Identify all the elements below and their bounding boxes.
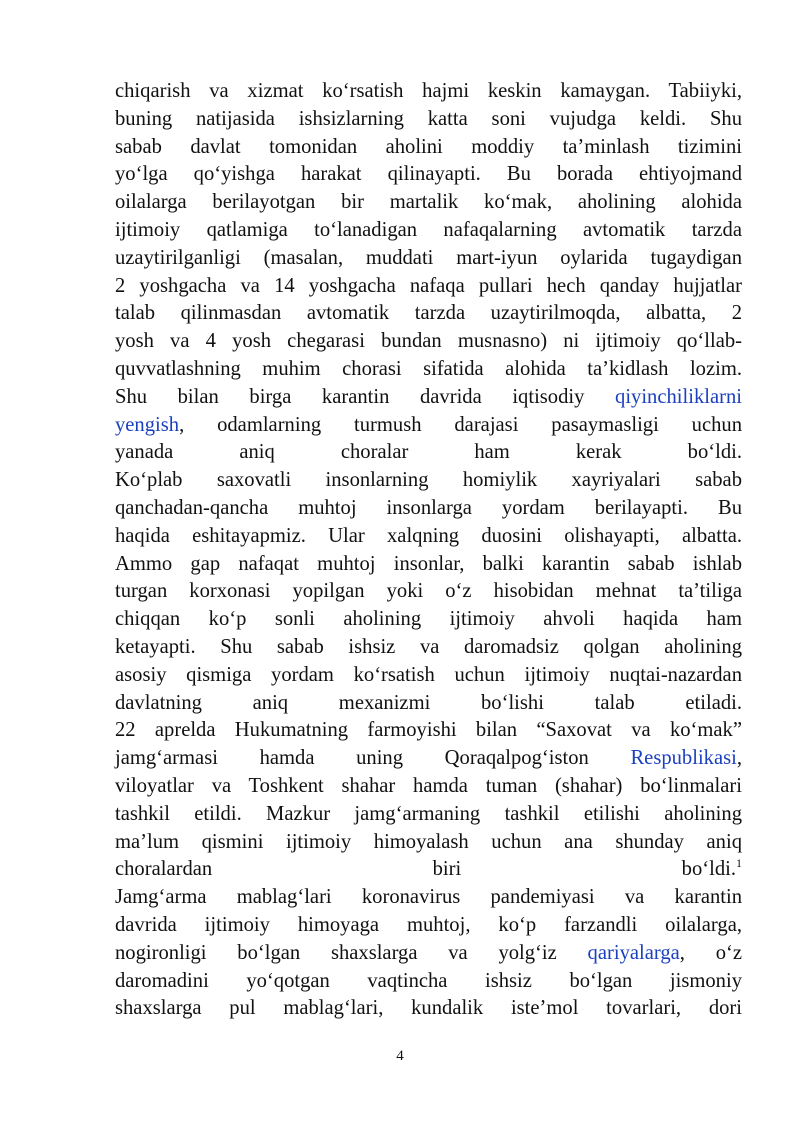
text-line bbox=[115, 940, 742, 968]
text-line: buning natijasida ishsizlarning katta soni vujudga keldi. Shu bbox=[115, 107, 742, 130]
text-line: davlatning aniq mexanizmi bo‘lishi talab etiladi. bbox=[115, 691, 742, 714]
document-body bbox=[115, 78, 742, 1023]
text-line: viloyatlar va Toshkent shahar hamda tuman (shahar) bo‘linmalari bbox=[115, 774, 742, 797]
text-segment: , o‘z bbox=[679, 941, 742, 964]
text-segment: nogironligi bo‘lgan shaxslarga va yolg‘iz bbox=[115, 941, 588, 964]
text-line: qanchadan-qancha muhtoj insonlarga yordam berilayapti. Bu bbox=[115, 496, 742, 519]
text-line: Jamg‘arma mablag‘lari koronavirus pandemiyasi va karantin bbox=[115, 886, 742, 909]
text-line: ketayapti. Shu sabab ishsiz va daromadsiz qolgan aholining bbox=[115, 635, 742, 658]
text-line: daromadini yo‘qotgan vaqtincha ishsiz bo‘lgan jismoniy bbox=[115, 969, 742, 992]
text-segment: Shu bilan birga karantin davrida iqtisodiy bbox=[115, 385, 616, 408]
text-line: haqida eshitayapmiz. Ular xalqning duosini olishayapti, albatta. bbox=[115, 524, 742, 547]
footnote-marker[interactable]: 1 bbox=[736, 856, 742, 871]
text-line: tashkil etildi. Mazkur jamg‘armaning tashkil etilishi aholining bbox=[115, 802, 742, 825]
text-line: 2 yoshgacha va 14 yoshgacha nafaqa pullari hech qanday hujjatlar bbox=[115, 274, 742, 297]
hyperlink-respublikasi[interactable]: Respublikasi bbox=[630, 747, 737, 770]
text-line: yosh va 4 yosh chegarasi bundan musnasno) ni ijtimoiy qo‘llab- bbox=[115, 330, 742, 353]
text-line: shaxslarga pul mablag‘lari, kundalik iste’mol tovarlari, dori bbox=[115, 997, 742, 1020]
hyperlink-yengish[interactable]: yengish bbox=[115, 413, 180, 436]
text-line: davrida ijtimoiy himoyaga muhtoj, ko‘p farzandli oilalarga, bbox=[115, 913, 742, 936]
hyperlink-qariyalarga[interactable]: qariyalarga bbox=[587, 941, 680, 964]
text-line: oilalarga berilayotgan bir martalik ko‘mak, aholining alohida bbox=[115, 191, 742, 214]
text-line: asosiy qismiga yordam ko‘rsatish uchun ijtimoiy nuqtai-nazardan bbox=[115, 663, 742, 686]
text-line: quvvatlashning muhim chorasi sifatida alohida ta’kidlash lozim. bbox=[115, 357, 742, 380]
text-line bbox=[115, 856, 742, 884]
text-segment: jamg‘armasi hamda uning Qoraqalpog‘iston bbox=[115, 747, 631, 770]
page-number: 4 bbox=[396, 1048, 404, 1064]
text-line bbox=[115, 412, 742, 440]
text-line: talab qilinmasdan avtomatik tarzda uzaytirilmoqda, albatta, 2 bbox=[115, 302, 742, 325]
text-line: Ko‘plab saxovatli insonlarning homiylik xayriyalari sabab bbox=[115, 469, 742, 492]
text-line bbox=[115, 745, 742, 773]
text-line: turgan korxonasi yopilgan yoki o‘z hisobidan mehnat ta’tiliga bbox=[115, 580, 742, 603]
text-line: uzaytirilganligi (masalan, muddati mart-iyun oylarida tugaydigan bbox=[115, 246, 742, 269]
text-line: yo‘lga qo‘yishga harakat qilinayapti. Bu borada ehtiyojmand bbox=[115, 163, 742, 186]
text-segment: , odamlarning turmush darajasi pasaymasligi uchun bbox=[179, 413, 742, 436]
text-line bbox=[115, 384, 742, 412]
text-line: Ammo gap nafaqat muhtoj insonlar, balki karantin sabab ishlab bbox=[115, 552, 742, 575]
text-line: ijtimoiy qatlamiga to‘lanadigan nafaqalarning avtomatik tarzda bbox=[115, 218, 742, 241]
text-line: sabab davlat tomonidan aholini moddiy ta’minlash tizimini bbox=[115, 135, 742, 158]
text-segment: choralardan biri bo‘ldi. bbox=[115, 858, 736, 881]
hyperlink-qiyinchiliklarni[interactable]: qiyinchiliklarni bbox=[615, 385, 742, 408]
text-line: chiqarish va xizmat ko‘rsatish hajmi keskin kamaygan. Tabiiyki, bbox=[115, 80, 742, 102]
text-line: 22 aprelda Hukumatning farmoyishi bilan “Saxovat va ko‘mak” bbox=[115, 719, 742, 742]
text-segment: , bbox=[736, 747, 742, 770]
text-line: yanada aniq choralar ham kerak bo‘ldi. bbox=[115, 441, 742, 464]
text-line: ma’lum qismini ijtimoiy himoyalash uchun ana shunday aniq bbox=[115, 830, 742, 853]
text-line: chiqqan ko‘p sonli aholining ijtimoiy ahvoli haqida ham bbox=[115, 608, 742, 631]
